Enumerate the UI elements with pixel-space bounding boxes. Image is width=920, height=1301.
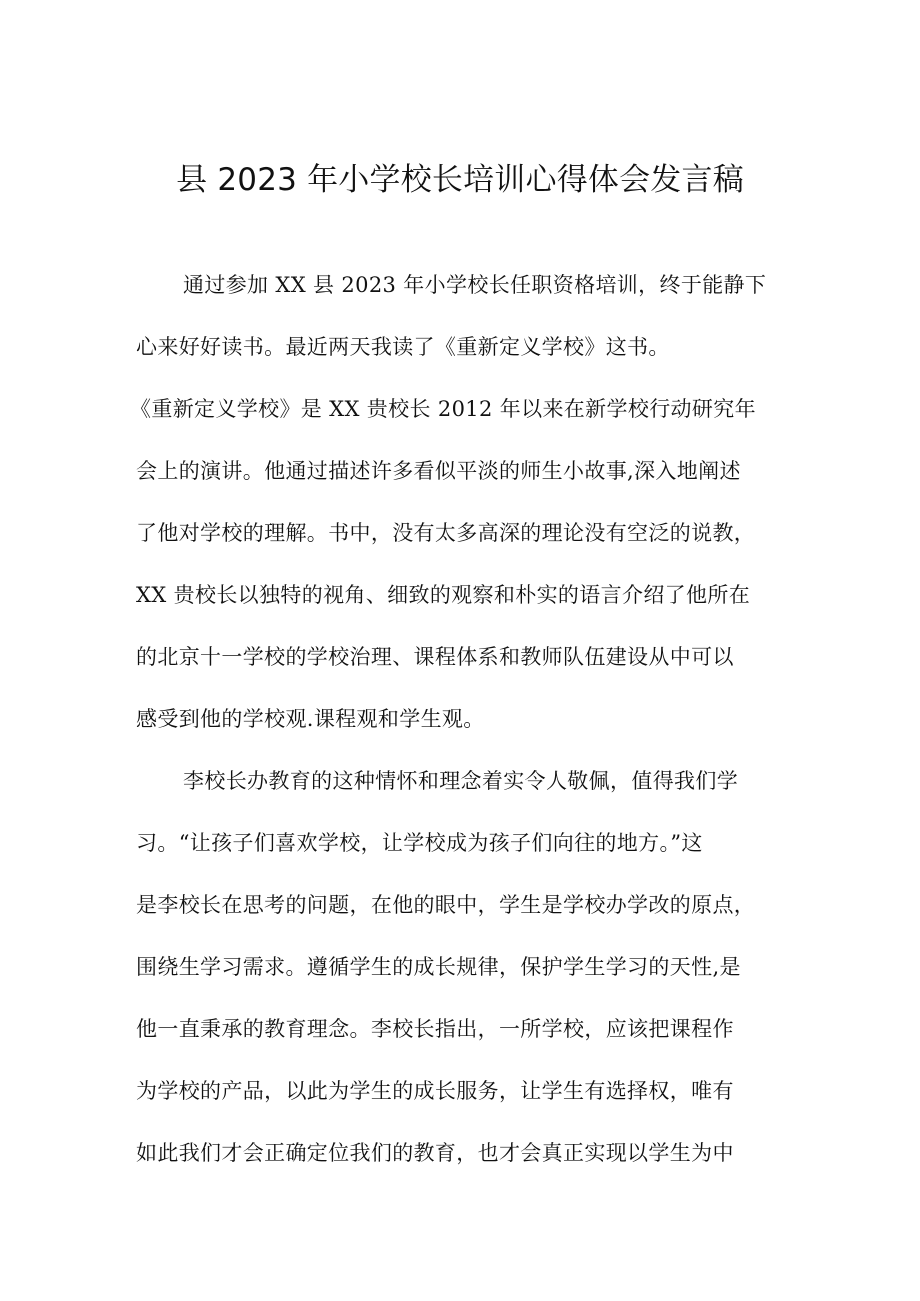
body-line: 他一直秉承的教育理念。李校长指出，一所学校，应该把课程作	[136, 1017, 734, 1041]
body-line: 是李校长在思考的问题，在他的眼中，学生是学校办学改的原点，	[136, 893, 756, 917]
body-line: 习。“让孩子们喜欢学校，让学校成为孩子们向往的地方。”这	[136, 831, 703, 855]
body-line: 的北京十一学校的学校治理、课程体系和教师队伍建设从中可以	[136, 645, 734, 669]
body-line: 感受到他的学校观.课程观和学生观。	[136, 707, 485, 731]
body-line: 通过参加 XX 县 2023 年小学校长任职资格培训，终于能静下	[183, 273, 767, 297]
body-line: 为学校的产品，以此为学生的成长服务，让学生有选择权，唯有	[136, 1079, 734, 1103]
body-line: 心来好好读书。最近两天我读了《重新定义学校》这书。	[136, 335, 670, 359]
document-title: 县 2023 年小学校长培训心得体会发言稿	[176, 162, 744, 198]
body-line: XX 贵校长以独特的视角、细致的观察和朴实的语言介绍了他所在	[136, 583, 751, 607]
body-line: 会上的演讲。他通过描述许多看似平淡的师生小故事,深入地阐述	[136, 459, 741, 483]
body-line: 《重新定义学校》是 XX 贵校长 2012 年以来在新学校行动研究年	[130, 397, 756, 421]
body-line: 如此我们才会正确定位我们的教育，也才会真正实现以学生为中	[136, 1141, 734, 1165]
body-line: 围绕生学习需求。遵循学生的成长规律，保护学生学习的天性,是	[136, 955, 741, 979]
body-line: 了他对学校的理解。书中，没有太多高深的理论没有空泛的说教，	[136, 521, 756, 545]
body-line: 李校长办教育的这种情怀和理念着实令人敬佩，值得我们学	[183, 769, 739, 793]
